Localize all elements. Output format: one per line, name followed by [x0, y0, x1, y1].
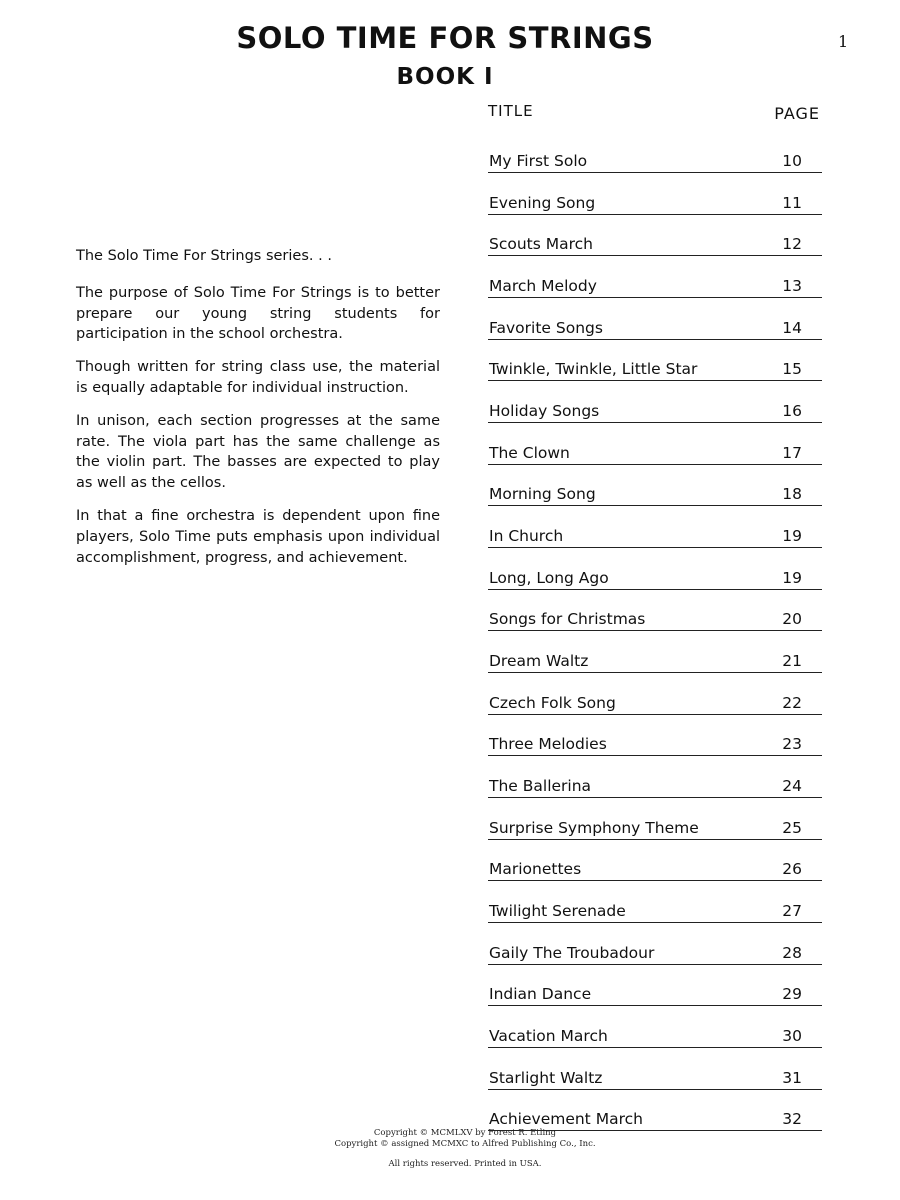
- toc-entry: [488, 1009, 822, 1048]
- intro-text: [76, 246, 440, 580]
- toc-entry: [488, 1051, 822, 1090]
- toc-entry-page: 11: [782, 193, 802, 212]
- toc-entry-title: Three Melodies: [489, 735, 607, 754]
- toc-entry-page: 19: [782, 568, 802, 587]
- toc-entry: [488, 301, 822, 340]
- toc-entry-page: 31: [782, 1068, 802, 1087]
- toc-entry-page: 29: [782, 985, 802, 1004]
- toc-entry: [488, 967, 822, 1006]
- toc-entry-page: 32: [782, 1110, 802, 1129]
- intro-paragraph-unison: In unison, each section progresses at the same rate. The viola part has the same challenge as the violin part. The basses are expected to play as well as the cellos.: [76, 412, 440, 492]
- toc-entry-title: The Clown: [489, 443, 570, 462]
- copyright-line: Copyright © MCMLXV by Forest R. Etling: [373, 1128, 557, 1138]
- toc-entry-page: 27: [782, 902, 802, 921]
- toc-entry: [488, 467, 822, 506]
- toc-entry-title: Czech Folk Song: [489, 693, 616, 712]
- toc-entry-page: 25: [782, 818, 802, 837]
- toc-entry-title: Dream Waltz: [489, 652, 589, 671]
- toc-entry-page: 24: [782, 777, 802, 796]
- toc-entry-page: 22: [782, 693, 802, 712]
- toc-entry-page: 18: [782, 485, 802, 504]
- toc-title-header: TITLE: [488, 102, 534, 120]
- toc-entry-title: Achievement March: [489, 1110, 643, 1129]
- toc-entry-page: 26: [782, 860, 802, 879]
- toc-entry-title: Surprise Symphony Theme: [489, 818, 699, 837]
- toc-entry-title: Twilight Serenade: [489, 902, 626, 921]
- toc-entry-page: 23: [782, 735, 802, 754]
- toc-entry-page: 28: [782, 943, 802, 962]
- intro-paragraph-orchestra: In that a fine orchestra is dependent upon fine players, Solo Time puts emphasis upon individual accomplishment, progress, and achievement.: [76, 507, 440, 566]
- toc-entry: [488, 1092, 822, 1131]
- toc-entry-title: Gaily The Troubadour: [489, 943, 655, 962]
- toc-entry-title: The Ballerina: [489, 777, 592, 796]
- toc-entry: [488, 426, 822, 465]
- toc-entry-title: Starlight Waltz: [489, 1068, 603, 1087]
- toc-entry-page: 16: [782, 402, 802, 421]
- intro-paragraph-usage: Though written for string class use, the material is equally adaptable for individual instruction.: [76, 359, 440, 396]
- toc-entry: [488, 384, 822, 423]
- toc-entry: [488, 926, 822, 965]
- toc-entry: [488, 759, 822, 798]
- toc-entry: [488, 217, 822, 256]
- toc-entry-page: 30: [782, 1027, 802, 1046]
- toc-entry: [488, 551, 822, 590]
- toc-entry-title: Evening Song: [489, 193, 596, 212]
- intro-paragraph-purpose: The purpose of Solo Time For Strings is to better prepare our young string students for participation in the school orchestra.: [76, 284, 440, 343]
- copyright-assigned-line: Copyright © assigned MCMXC to Alfred Publishing Co., Inc.: [334, 1139, 596, 1149]
- toc-entry: [488, 342, 822, 381]
- toc-entry-title: Scouts March: [489, 235, 593, 254]
- toc-entry: [488, 717, 822, 756]
- toc-header: [488, 98, 820, 126]
- toc-entry-page: 19: [782, 527, 802, 546]
- toc-entry: [488, 801, 822, 840]
- table-of-contents: [488, 134, 822, 1134]
- toc-entry-title: My First Solo: [489, 152, 588, 170]
- toc-entry: [488, 592, 822, 631]
- toc-page-header: PAGE: [774, 104, 820, 123]
- toc-entry-page: 17: [782, 443, 802, 462]
- toc-entry-title: Songs for Christmas: [489, 610, 646, 629]
- toc-entry: [488, 259, 822, 298]
- toc-entry-title: Holiday Songs: [489, 402, 600, 421]
- toc-entry: [488, 634, 822, 673]
- toc-entry: [488, 676, 822, 715]
- toc-entry-page: 14: [782, 318, 802, 337]
- toc-entry-title: In Church: [489, 527, 564, 546]
- toc-entry: [488, 176, 822, 215]
- toc-entry-title: March Melody: [489, 277, 597, 296]
- toc-entry-page: 13: [782, 277, 802, 296]
- toc-entry-title: Indian Dance: [489, 985, 592, 1004]
- page-title: SOLO TIME FOR STRINGS: [236, 21, 654, 55]
- toc-entry-title: Twinkle, Twinkle, Little Star: [489, 360, 698, 379]
- toc-entry-title: Long, Long Ago: [489, 568, 609, 587]
- toc-entry-title: Marionettes: [489, 860, 582, 879]
- toc-entry-title: Vacation March: [489, 1027, 608, 1046]
- copyright-notice: [250, 1128, 680, 1170]
- page-number: 1: [838, 32, 849, 51]
- book-subtitle: BOOK I: [396, 64, 494, 90]
- toc-entry-page: 12: [782, 235, 802, 254]
- rights-line: All rights reserved. Printed in USA.: [388, 1159, 542, 1169]
- toc-entry-page: 21: [782, 652, 802, 671]
- toc-entry-page: 15: [782, 360, 802, 379]
- toc-entry-page: 10: [782, 152, 802, 170]
- toc-entry: [488, 509, 822, 548]
- toc-entry: [488, 134, 822, 173]
- toc-entry-title: Favorite Songs: [489, 318, 603, 337]
- toc-entry-page: 20: [782, 610, 802, 629]
- toc-entry: [488, 842, 822, 881]
- toc-entry: [488, 884, 822, 923]
- toc-entry-title: Morning Song: [489, 485, 596, 504]
- intro-lead: The Solo Time For Strings series. . .: [76, 248, 332, 264]
